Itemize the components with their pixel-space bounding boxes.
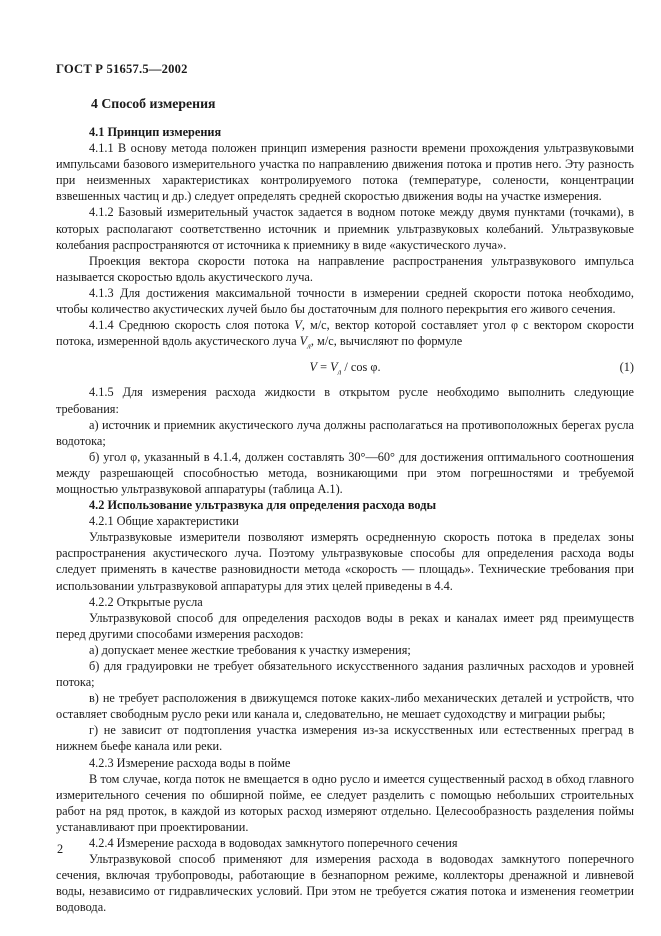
paragraph-4-2-2-title: 4.2.2 Открытые русла <box>89 594 203 609</box>
list-item-4-2-2-g: г) не зависит от подтопления участка измерения из-за искусственных или естественных преград в нижнем бьефе канала или реки. <box>56 723 634 754</box>
list-item-4-2-2-b: б) для градуировки не требует обязательного искусственного задания различных расходов и уровней потока; <box>56 659 634 690</box>
paragraph-4-2-4-body: Ультразвуковой способ применяют для измерения расхода в водоводах замкнутого поперечного сечения, включая трубопроводы, работающие в безнапорном режиме, коллекторы дренажной и ливневой воды, независимо от гидравлических условий. При этом не требуется сжатия потока и изменения геометрии водовода. <box>56 852 634 915</box>
formula-var-v: V <box>309 360 317 375</box>
paragraph-4-2-1-title: 4.2.1 Общие характеристики <box>89 514 239 529</box>
section-heading-4: 4 Способ измерения <box>91 96 216 111</box>
formula-subscript: л <box>337 366 342 377</box>
formula-equals-sign: = <box>320 360 327 375</box>
paragraph-4-1-2: 4.1.2 Базовый измерительный участок задается в водном потоке между двумя пунктами (точками), в которых располагают соответственно источник и приемник ультразвуковых колебаний. Ультразвуковые колебания распространяются от источника к приемнику в виде «акустического луча». <box>56 205 634 252</box>
variable-vl: V <box>299 334 308 349</box>
formula-var-vl: V <box>330 360 338 375</box>
list-item-4-2-2-a: а) допускает менее жесткие требования к участку измерения; <box>89 642 411 657</box>
formula-1 <box>309 360 381 377</box>
paragraph-4-1-5: 4.1.5 Для измерения расхода жидкости в открытом русле необходимо выполнить следующие требования: <box>56 385 634 416</box>
paragraph-4-1-4-text-2: , м/с, вектор которой составляет угол φ с вектором скорости потока, измеренной вдоль акустического луча <box>56 318 634 349</box>
list-item-4-1-5-b: б) угол φ, указанный в 4.1.4, должен составлять 30°—60° для достижения оптимального соотношения между разрешающей способностью метода, возникающими при этом погрешностями и требуемой мощностью ультразвуковой аппаратуры (таблица А.1). <box>56 449 634 496</box>
doc-number: ГОСТ Р 51657.5—2002 <box>56 62 188 76</box>
variable-vl-subscript: л <box>307 340 311 351</box>
list-item-4-1-5-a: а) источник и приемник акустического луча должны располагаться на противоположных берегах русла водотока; <box>56 417 634 448</box>
subsection-heading-4-2: 4.2 Использование ультразвука для определения расхода воды <box>89 498 437 513</box>
paragraph-4-2-1-body: Ультразвуковые измерители позволяют измерять осредненную скорость потока в пределах зоны распространения акустического луча. Поэтому ультразвуковые способы для определения расхода воды следует применять в качестве разновидности метода «скорость — площадь». Технические требования при использовании ультразвуковой аппаратуры для этих целей приведены в 4.4. <box>56 530 634 593</box>
paragraph-4-1-1: 4.1.1 В основу метода положен принцип измерения разности времени прохождения ультразвуковыми импульсами базового измерительного участка по направлению движения потока и против него. Эту разность при неизменных характеристиках контролируемого потока (температуре, солености, концентрации взвешенных частиц и др.) следует определять средней скоростью движения воды на участке измерения. <box>56 141 634 204</box>
paragraph-4-1-3: 4.1.3 Для достижения максимальной точности в измерении средней скорости потока необходимо, чтобы количество акустических лучей было бы достаточным для полного перекрытия его живого сечения. <box>56 285 634 317</box>
paragraph-4-2-3-body: В том случае, когда поток не вмещается в одно русло и имеется существенный расход в обход главного измерительного сечения по обширной пойме, ее следует разделить с помощью небольших строительных работ на ряд проток, в каждой из которых расход измеряют отдельно. Целесообразность разделения поймы устанавливают при проектировании. <box>56 771 634 834</box>
formula-number: (1) <box>619 360 634 375</box>
paragraph-4-2-4-title: 4.2.4 Измерение расхода в водоводах замкнутого поперечного сечения <box>89 836 458 851</box>
variable-v: V <box>294 318 302 333</box>
paragraph-4-1-4 <box>56 317 634 349</box>
paragraph-projection: Проекция вектора скорости потока на направление распространения ультразвукового импульса называется скоростью вдоль акустического луча. <box>56 253 634 284</box>
page-number: 2 <box>57 842 64 856</box>
paragraph-4-2-3-title: 4.2.3 Измерение расхода воды в пойме <box>89 755 291 770</box>
formula-rest: / cos φ. <box>344 360 381 375</box>
formula-row <box>56 359 634 375</box>
paragraph-4-1-4-text-1: 4.1.4 Среднюю скорость слоя потока <box>89 318 295 333</box>
document-content <box>56 96 634 916</box>
subsection-heading-4-1: 4.1 Принцип измерения <box>89 125 222 139</box>
paragraph-4-1-4-text-3: , м/с, вычисляют по формуле <box>310 334 463 349</box>
paragraph-4-2-2-body: Ультразвуковой способ для определения расходов воды в реках и каналах имеет ряд преимуществ перед другими способами измерения расходов: <box>56 610 634 641</box>
list-item-4-2-2-v: в) не требует расположения в движущемся потоке каких-либо механических деталей и устройств, что оставляет свободным русло реки или канала и, следовательно, не мешает судоходству и миграции рыбы; <box>56 691 634 722</box>
